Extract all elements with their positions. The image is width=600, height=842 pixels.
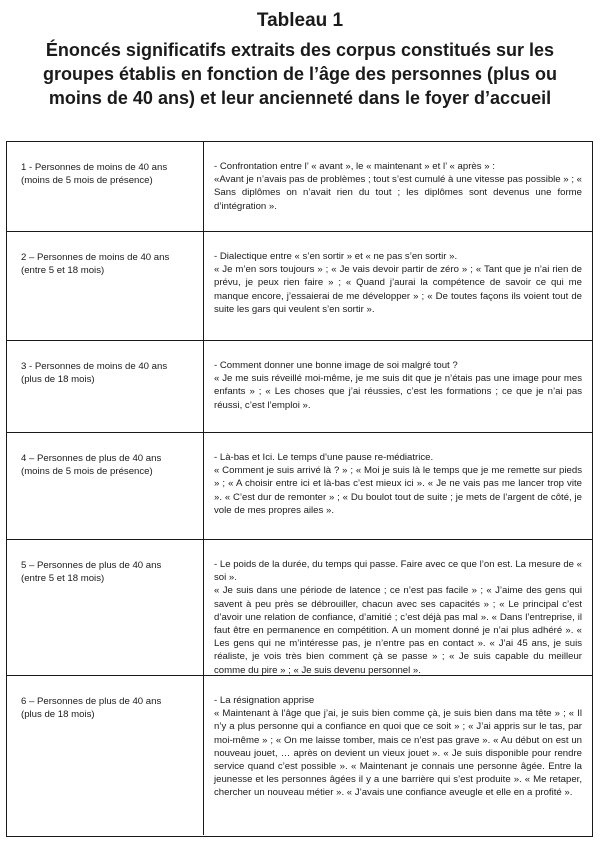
statements-table <box>6 141 593 837</box>
statements-cell <box>204 676 592 835</box>
group-label: 3 - Personnes de moins de 40 ans <box>21 361 168 372</box>
group-duration: (moins de 5 mois de présence) <box>21 466 153 477</box>
quotes-text: « Maintenant à l’âge que j’ai, je suis bien comme çà, je suis bien dans ma tête » ; « Il n’y a plus personne qui a confiance en quoi que ce soit » ; « J’ai appris sur le tas, par moi-même » ; « On me laisse tomber, mais ce n’est pas grave ». « Au début on est un nouveau jouet, … après on devient un vieux jouet ». « Je suis disponible pour rendre service quand c’est possible ». « Maintenant je connais une personne âgée. Entre la jeunesse et les personnes âgées il y a une barrière qui s’est produite ». « Me retaper, chercher un nouveau métier ». « J’avais une confiance aveugle et elle en a profité ». <box>214 708 582 799</box>
theme-line: - Confrontation entre l’ « avant », le « maintenant » et l’ « après » : <box>214 161 495 172</box>
theme-line: - La résignation apprise <box>214 695 315 706</box>
group-cell <box>7 676 204 835</box>
statements-cell <box>204 433 592 539</box>
group-cell <box>7 142 204 231</box>
group-duration: (entre 5 et 18 mois) <box>21 265 105 276</box>
theme-line: - Là-bas et Ici. Le temps d’une pause re-médiatrice. <box>214 452 434 463</box>
group-label: 6 – Personnes de plus de 40 ans <box>21 696 162 707</box>
group-duration: (plus de 18 mois) <box>21 709 95 720</box>
quotes-text: « Je me suis réveillé moi-même, je me suis dit que je n’étais pas une image pour mes enfants » ; « Les choses que j’ai réussies, c’est les formations ; ce que je n’ai pas réussi, c’est l’emploi ». <box>214 373 582 411</box>
table-row <box>7 676 592 835</box>
group-label: 1 - Personnes de moins de 40 ans <box>21 162 168 173</box>
group-duration: (entre 5 et 18 mois) <box>21 573 105 584</box>
group-label: 4 – Personnes de plus de 40 ans <box>21 453 162 464</box>
group-cell <box>7 341 204 432</box>
group-label: 2 – Personnes de moins de 40 ans <box>21 252 170 263</box>
group-cell <box>7 540 204 675</box>
statements-cell <box>204 540 592 675</box>
theme-line: - Dialectique entre « s’en sortir » et « ne pas s’en sortir ». <box>214 251 458 262</box>
quotes-text: « Je m’en sors toujours » ; « Je vais devoir partir de zéro » ; « Tant que je n’ai rien de prévu, je peux rien faire » ; « Quand j’aurai la compétence de savoir ce qui me manque encore, j’essaierai de me développer » ; « De toutes façons ils voient tout de suite les gars qui veulent s’en sortir ». <box>214 264 582 315</box>
quotes-text: « Comment je suis arrivé là ? » ; « Moi je suis là le temps que je me remette sur pieds » ; « A choisir entre ici et là-bas c’est mieux ici ». « Je ne vais pas me lancer trop vite ». « C’est dur de remonter » ; « Du boulot tout de suite ; je mets de l’argent de côté, je vole de mes propres ailes ». <box>214 465 582 516</box>
group-cell <box>7 232 204 340</box>
table-row <box>7 433 592 540</box>
group-duration: (plus de 18 mois) <box>21 374 95 385</box>
group-duration: (moins de 5 mois de présence) <box>21 175 153 186</box>
statements-cell <box>204 341 592 432</box>
theme-line: - Le poids de la durée, du temps qui passe. Faire avec ce que l’on est. La mesure de « soi ». <box>214 559 582 584</box>
theme-line: - Comment donner une bonne image de soi malgré tout ? <box>214 360 458 371</box>
table-row <box>7 232 592 341</box>
table-row <box>7 540 592 676</box>
table-label: Tableau 1 <box>256 10 344 31</box>
table-row <box>7 142 592 232</box>
group-label: 5 – Personnes de plus de 40 ans <box>21 560 162 571</box>
table-title: Énoncés significatifs extraits des corpus constitués sur les groupes établis en fonction de l’âge des personnes (plus ou moins de 40 ans) et leur ancienneté dans le foyer d’accueil <box>42 40 558 108</box>
quotes-text: « Je suis dans une période de latence ; ce n’est pas facile » ; « J’aime des gens qui savent à peu près se débrouiller, chacun avec ses capacités » ; « Le principal c’est d’avoir une relation de confiance, d’amitié ; c’est déjà pas mal ». « Dans l’entreprise, il faut être en permanence en compétition. A un moment donné je n’ai plus adhéré ». « Les gens qui ne m’intéresse pas, je n’entre pas en contact ». « J’ai 45 ans, je suis réaliste, je vois très bien comment çà se passe » ; « Je suis capable du meilleur comme du pire » ; « Je suis devenu personnel ». <box>214 585 582 676</box>
table-row <box>7 341 592 433</box>
quotes-text: «Avant je n’avais pas de problèmes ; tout s’est cumulé à une vitesse pas possible » ; « Sans diplômes on n’avait rien du tout ; les diplômes sont devenus une forme d’intégration ». <box>214 174 582 212</box>
group-cell <box>7 433 204 539</box>
statements-cell <box>204 232 592 340</box>
statements-cell <box>204 142 592 231</box>
